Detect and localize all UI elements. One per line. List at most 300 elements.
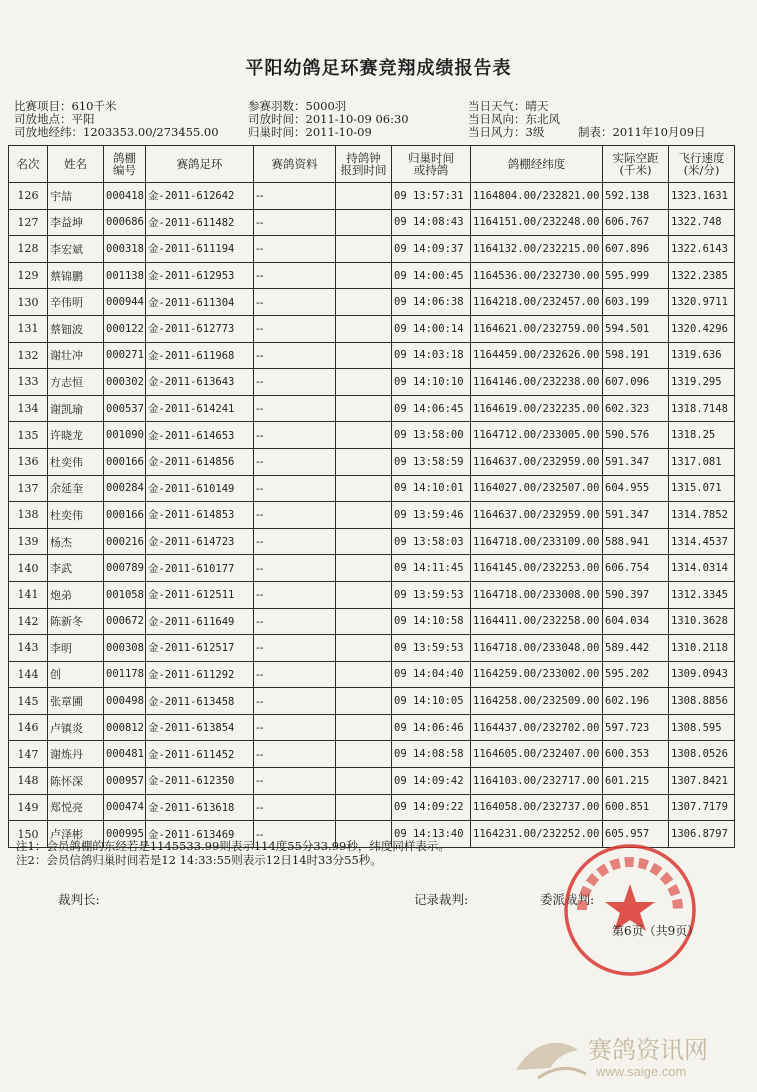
cell-return-time: 09 14:08:58 bbox=[392, 741, 471, 768]
cell-info: -- bbox=[254, 714, 336, 741]
cell-coords: 1164218.00/232457.00 bbox=[471, 289, 603, 316]
cell-ring: 金-2011-613458 bbox=[146, 688, 254, 715]
cell-loft-id: 000318 bbox=[104, 236, 146, 263]
cell-rank: 131 bbox=[9, 315, 48, 342]
table-row bbox=[9, 768, 735, 795]
cell-ring: 金-2011-610149 bbox=[146, 475, 254, 502]
table-row bbox=[9, 262, 735, 289]
cell-coords: 1164259.00/233002.00 bbox=[471, 661, 603, 688]
cell-ring: 金-2011-614241 bbox=[146, 395, 254, 422]
table-row bbox=[9, 209, 735, 236]
cell-distance: 607.096 bbox=[603, 369, 669, 396]
cell-rank: 132 bbox=[9, 342, 48, 369]
cell-loft-id: 001178 bbox=[104, 661, 146, 688]
cell-distance: 590.397 bbox=[603, 581, 669, 608]
header-return-time: 归巢时间 或持鸽 bbox=[392, 146, 471, 183]
cell-rank: 140 bbox=[9, 555, 48, 582]
cell-return-time: 09 14:09:37 bbox=[392, 236, 471, 263]
cell-distance: 607.896 bbox=[603, 236, 669, 263]
cell-distance: 604.034 bbox=[603, 608, 669, 635]
cell-speed: 1318.7148 bbox=[669, 395, 735, 422]
cell-clock-time bbox=[336, 581, 392, 608]
cell-return-time: 09 14:03:18 bbox=[392, 342, 471, 369]
cell-rank: 133 bbox=[9, 369, 48, 396]
cell-loft-id: 000957 bbox=[104, 768, 146, 795]
cell-ring: 金-2011-613618 bbox=[146, 794, 254, 821]
cell-clock-time bbox=[336, 741, 392, 768]
cell-return-time: 09 14:00:14 bbox=[392, 315, 471, 342]
cell-ring: 金-2011-611968 bbox=[146, 342, 254, 369]
cell-distance: 591.347 bbox=[603, 448, 669, 475]
cell-rank: 147 bbox=[9, 741, 48, 768]
cell-return-time: 09 14:13:40 bbox=[392, 821, 471, 848]
event-label: 比赛项目：610千米 bbox=[14, 99, 117, 113]
cell-info: -- bbox=[254, 661, 336, 688]
cell-distance: 598.191 bbox=[603, 342, 669, 369]
header-loft-id: 鸽棚 编号 bbox=[104, 146, 146, 183]
cell-return-time: 09 14:11:45 bbox=[392, 555, 471, 582]
cell-name: 陈怀深 bbox=[48, 768, 104, 795]
cell-clock-time bbox=[336, 369, 392, 396]
table-row bbox=[9, 608, 735, 635]
cell-clock-time bbox=[336, 502, 392, 529]
judge-label: 裁判长: bbox=[58, 892, 100, 907]
cell-rank: 128 bbox=[9, 236, 48, 263]
table-row bbox=[9, 741, 735, 768]
cell-clock-time bbox=[336, 209, 392, 236]
cell-ring: 金-2011-612517 bbox=[146, 635, 254, 662]
wind-direction: 当日风向：东北风 bbox=[468, 112, 560, 126]
cell-loft-id: 000672 bbox=[104, 608, 146, 635]
table-row bbox=[9, 448, 735, 475]
cell-speed: 1314.0314 bbox=[669, 555, 735, 582]
cell-speed: 1314.4537 bbox=[669, 528, 735, 555]
cell-loft-id: 000789 bbox=[104, 555, 146, 582]
cell-loft-id: 000271 bbox=[104, 342, 146, 369]
cell-return-time: 09 13:58:59 bbox=[392, 448, 471, 475]
cell-rank: 130 bbox=[9, 289, 48, 316]
release-coords: 司放地经纬：1203353.00/273455.00 bbox=[14, 125, 219, 139]
cell-name: 张章圃 bbox=[48, 688, 104, 715]
table-row bbox=[9, 688, 735, 715]
table-header bbox=[9, 146, 735, 183]
cell-loft-id: 000418 bbox=[104, 183, 146, 210]
cell-name: 李宏斌 bbox=[48, 236, 104, 263]
cell-name: 炮弟 bbox=[48, 581, 104, 608]
cell-clock-time bbox=[336, 528, 392, 555]
cell-loft-id: 000216 bbox=[104, 528, 146, 555]
cell-clock-time bbox=[336, 661, 392, 688]
cell-speed: 1322.748 bbox=[669, 209, 735, 236]
cell-info: -- bbox=[254, 315, 336, 342]
cell-loft-id: 000166 bbox=[104, 448, 146, 475]
entry-count: 参赛羽数：5000羽 bbox=[248, 99, 347, 113]
cell-coords: 1164621.00/232759.00 bbox=[471, 315, 603, 342]
header-coords: 鸽棚经纬度 bbox=[471, 146, 603, 183]
cell-speed: 1317.081 bbox=[669, 448, 735, 475]
table-row bbox=[9, 581, 735, 608]
recorder-label: 记录裁判: bbox=[414, 892, 469, 907]
cell-speed: 1322.2385 bbox=[669, 262, 735, 289]
cell-info: -- bbox=[254, 475, 336, 502]
cell-distance: 589.442 bbox=[603, 635, 669, 662]
cell-return-time: 09 14:09:22 bbox=[392, 794, 471, 821]
cell-speed: 1306.8797 bbox=[669, 821, 735, 848]
cell-return-time: 09 13:59:46 bbox=[392, 502, 471, 529]
watermark-url: www.saige.com bbox=[596, 1064, 687, 1079]
cell-name: 辛伟明 bbox=[48, 289, 104, 316]
cell-clock-time bbox=[336, 236, 392, 263]
cell-rank: 134 bbox=[9, 395, 48, 422]
cell-coords: 1164605.00/232407.00 bbox=[471, 741, 603, 768]
delegate-label: 委派裁判: bbox=[540, 892, 595, 907]
table-row bbox=[9, 422, 735, 449]
table-row bbox=[9, 475, 735, 502]
watermark-text: 赛鸽资讯网 bbox=[588, 1037, 708, 1064]
cell-return-time: 09 14:10:10 bbox=[392, 369, 471, 396]
wind-force: 当日风力：3级 bbox=[468, 125, 545, 139]
table-row bbox=[9, 635, 735, 662]
cell-ring: 金-2011-612773 bbox=[146, 315, 254, 342]
cell-speed: 1308.8856 bbox=[669, 688, 735, 715]
release-place: 司放地点：平阳 bbox=[14, 112, 95, 126]
cell-ring: 金-2011-614723 bbox=[146, 528, 254, 555]
cell-loft-id: 000302 bbox=[104, 369, 146, 396]
header-rank: 名次 bbox=[9, 146, 48, 183]
cell-info: -- bbox=[254, 422, 336, 449]
cell-return-time: 09 14:08:43 bbox=[392, 209, 471, 236]
cell-loft-id: 001090 bbox=[104, 422, 146, 449]
cell-rank: 149 bbox=[9, 794, 48, 821]
cell-coords: 1164145.00/232253.00 bbox=[471, 555, 603, 582]
cell-ring: 金-2011-611304 bbox=[146, 289, 254, 316]
cell-ring: 金-2011-612350 bbox=[146, 768, 254, 795]
cell-ring: 金-2011-612511 bbox=[146, 581, 254, 608]
cell-ring: 金-2011-611452 bbox=[146, 741, 254, 768]
cell-rank: 135 bbox=[9, 422, 48, 449]
cell-info: -- bbox=[254, 502, 336, 529]
cell-name: 谢凯瑜 bbox=[48, 395, 104, 422]
cell-coords: 1164027.00/232507.00 bbox=[471, 475, 603, 502]
cell-clock-time bbox=[336, 342, 392, 369]
cell-clock-time bbox=[336, 448, 392, 475]
cell-coords: 1164536.00/232730.00 bbox=[471, 262, 603, 289]
cell-ring: 金-2011-614856 bbox=[146, 448, 254, 475]
cell-rank: 136 bbox=[9, 448, 48, 475]
cell-return-time: 09 14:04:40 bbox=[392, 661, 471, 688]
cell-speed: 1307.8421 bbox=[669, 768, 735, 795]
cell-return-time: 09 13:58:00 bbox=[392, 422, 471, 449]
cell-name: 杨杰 bbox=[48, 528, 104, 555]
cell-return-time: 09 14:06:38 bbox=[392, 289, 471, 316]
cell-distance: 594.501 bbox=[603, 315, 669, 342]
cell-clock-time bbox=[336, 422, 392, 449]
note-2: 注2：会员信鸽归巢时间若是12 14:33:55则表示12日14时33分55秒。 bbox=[16, 853, 382, 867]
table-row bbox=[9, 289, 735, 316]
cell-ring: 金-2011-612953 bbox=[146, 262, 254, 289]
cell-rank: 150 bbox=[9, 821, 48, 848]
cell-coords: 1164619.00/232235.00 bbox=[471, 395, 603, 422]
cell-name: 杜奕伟 bbox=[48, 448, 104, 475]
header-distance: 实际空距 (千米) bbox=[603, 146, 669, 183]
cell-coords: 1164804.00/232821.00 bbox=[471, 183, 603, 210]
table-row bbox=[9, 183, 735, 210]
cell-ring: 金-2011-613643 bbox=[146, 369, 254, 396]
cell-coords: 1164058.00/232737.00 bbox=[471, 794, 603, 821]
cell-speed: 1322.6143 bbox=[669, 236, 735, 263]
cell-coords: 1164718.00/233048.00 bbox=[471, 635, 603, 662]
cell-return-time: 09 13:59:53 bbox=[392, 635, 471, 662]
cell-rank: 139 bbox=[9, 528, 48, 555]
cell-ring: 金-2011-614853 bbox=[146, 502, 254, 529]
cell-return-time: 09 14:10:58 bbox=[392, 608, 471, 635]
cell-info: -- bbox=[254, 794, 336, 821]
cell-name: 许晓龙 bbox=[48, 422, 104, 449]
cell-coords: 1164459.00/232626.00 bbox=[471, 342, 603, 369]
cell-loft-id: 000812 bbox=[104, 714, 146, 741]
cell-return-time: 09 14:06:45 bbox=[392, 395, 471, 422]
cell-loft-id: 000474 bbox=[104, 794, 146, 821]
cell-loft-id: 000284 bbox=[104, 475, 146, 502]
cell-ring: 金-2011-611292 bbox=[146, 661, 254, 688]
cell-name: 方志恒 bbox=[48, 369, 104, 396]
cell-return-time: 09 13:57:31 bbox=[392, 183, 471, 210]
cell-distance: 602.323 bbox=[603, 395, 669, 422]
cell-name: 陈新冬 bbox=[48, 608, 104, 635]
cell-distance: 603.199 bbox=[603, 289, 669, 316]
cell-ring: 金-2011-613469 bbox=[146, 821, 254, 848]
cell-info: -- bbox=[254, 688, 336, 715]
cell-coords: 1164132.00/232215.00 bbox=[471, 236, 603, 263]
cell-clock-time bbox=[336, 395, 392, 422]
cell-clock-time bbox=[336, 262, 392, 289]
cell-speed: 1308.595 bbox=[669, 714, 735, 741]
cell-rank: 142 bbox=[9, 608, 48, 635]
cell-rank: 148 bbox=[9, 768, 48, 795]
note-1: 注1：会员鸽棚的东经若是1145533.99则表示114度55分33.99秒，纬度同样表示。 bbox=[16, 839, 450, 853]
cell-speed: 1323.1631 bbox=[669, 183, 735, 210]
cell-return-time: 09 14:06:46 bbox=[392, 714, 471, 741]
header-name: 姓名 bbox=[48, 146, 104, 183]
cell-clock-time bbox=[336, 768, 392, 795]
cell-info: -- bbox=[254, 395, 336, 422]
cell-name: 卢泽彬 bbox=[48, 821, 104, 848]
cell-rank: 144 bbox=[9, 661, 48, 688]
header-ring: 赛鸽足环 bbox=[146, 146, 254, 183]
cell-name: 谢壮冲 bbox=[48, 342, 104, 369]
report-title: 平阳幼鸽足环赛竞翔成绩报告表 bbox=[245, 58, 512, 79]
cell-loft-id: 000166 bbox=[104, 502, 146, 529]
table-row bbox=[9, 661, 735, 688]
cell-coords: 1164718.00/233008.00 bbox=[471, 581, 603, 608]
table-row bbox=[9, 502, 735, 529]
cell-ring: 金-2011-613854 bbox=[146, 714, 254, 741]
cell-clock-time bbox=[336, 714, 392, 741]
cell-speed: 1310.2118 bbox=[669, 635, 735, 662]
table-row bbox=[9, 369, 735, 396]
cell-info: -- bbox=[254, 555, 336, 582]
cell-distance: 604.955 bbox=[603, 475, 669, 502]
cell-speed: 1309.0943 bbox=[669, 661, 735, 688]
cell-clock-time bbox=[336, 794, 392, 821]
cell-coords: 1164411.00/232258.00 bbox=[471, 608, 603, 635]
table-row bbox=[9, 555, 735, 582]
cell-info: -- bbox=[254, 342, 336, 369]
cell-return-time: 09 14:09:42 bbox=[392, 768, 471, 795]
cell-clock-time bbox=[336, 315, 392, 342]
cell-loft-id: 001058 bbox=[104, 581, 146, 608]
table-row bbox=[9, 395, 735, 422]
header-info: 赛鸽资料 bbox=[254, 146, 336, 183]
cell-distance: 590.576 bbox=[603, 422, 669, 449]
cell-coords: 1164231.00/232252.00 bbox=[471, 821, 603, 848]
cell-info: -- bbox=[254, 741, 336, 768]
cell-speed: 1319.636 bbox=[669, 342, 735, 369]
cell-loft-id: 000481 bbox=[104, 741, 146, 768]
cell-distance: 600.353 bbox=[603, 741, 669, 768]
cell-distance: 605.957 bbox=[603, 821, 669, 848]
cell-info: -- bbox=[254, 635, 336, 662]
cell-clock-time bbox=[336, 555, 392, 582]
cell-distance: 588.941 bbox=[603, 528, 669, 555]
cell-name: 卢镇炎 bbox=[48, 714, 104, 741]
cell-return-time: 09 14:10:01 bbox=[392, 475, 471, 502]
cell-return-time: 09 14:10:05 bbox=[392, 688, 471, 715]
page-number: 第6页（共9页） bbox=[612, 924, 700, 938]
cell-rank: 138 bbox=[9, 502, 48, 529]
cell-ring: 金-2011-614653 bbox=[146, 422, 254, 449]
results-table bbox=[8, 145, 735, 848]
cell-distance: 602.196 bbox=[603, 688, 669, 715]
cell-name: 创 bbox=[48, 661, 104, 688]
cell-rank: 126 bbox=[9, 183, 48, 210]
cell-rank: 145 bbox=[9, 688, 48, 715]
cell-coords: 1164718.00/233109.00 bbox=[471, 528, 603, 555]
release-time: 司放时间：2011-10-09 06:30 bbox=[248, 112, 409, 126]
return-time: 归巢时间：2011-10-09 bbox=[248, 125, 372, 139]
cell-speed: 1319.295 bbox=[669, 369, 735, 396]
table-row bbox=[9, 315, 735, 342]
cell-coords: 1164712.00/233005.00 bbox=[471, 422, 603, 449]
cell-name: 李武 bbox=[48, 555, 104, 582]
cell-info: -- bbox=[254, 768, 336, 795]
weather: 当日天气：晴天 bbox=[468, 99, 549, 113]
table-row bbox=[9, 236, 735, 263]
cell-coords: 1164258.00/232509.00 bbox=[471, 688, 603, 715]
cell-info: -- bbox=[254, 608, 336, 635]
cell-loft-id: 000498 bbox=[104, 688, 146, 715]
cell-name: 余延奎 bbox=[48, 475, 104, 502]
cell-clock-time bbox=[336, 635, 392, 662]
cell-clock-time bbox=[336, 475, 392, 502]
cell-distance: 592.138 bbox=[603, 183, 669, 210]
cell-coords: 1164637.00/232959.00 bbox=[471, 502, 603, 529]
table-row bbox=[9, 794, 735, 821]
cell-info: -- bbox=[254, 821, 336, 848]
cell-clock-time bbox=[336, 289, 392, 316]
cell-speed: 1314.7852 bbox=[669, 502, 735, 529]
cell-name: 宇喆 bbox=[48, 183, 104, 210]
cell-info: -- bbox=[254, 262, 336, 289]
cell-clock-time bbox=[336, 608, 392, 635]
cell-coords: 1164151.00/232248.00 bbox=[471, 209, 603, 236]
cell-info: -- bbox=[254, 183, 336, 210]
cell-distance: 606.754 bbox=[603, 555, 669, 582]
cell-info: -- bbox=[254, 209, 336, 236]
cell-loft-id: 000995 bbox=[104, 821, 146, 848]
cell-name: 李明 bbox=[48, 635, 104, 662]
cell-return-time: 09 13:58:03 bbox=[392, 528, 471, 555]
cell-ring: 金-2011-610177 bbox=[146, 555, 254, 582]
cell-distance: 595.999 bbox=[603, 262, 669, 289]
cell-speed: 1318.25 bbox=[669, 422, 735, 449]
cell-info: -- bbox=[254, 448, 336, 475]
cell-rank: 129 bbox=[9, 262, 48, 289]
cell-speed: 1320.4296 bbox=[669, 315, 735, 342]
cell-loft-id: 001138 bbox=[104, 262, 146, 289]
header-speed: 飞行速度 (米/分) bbox=[669, 146, 735, 183]
cell-loft-id: 000308 bbox=[104, 635, 146, 662]
cell-clock-time bbox=[336, 688, 392, 715]
cell-distance: 591.347 bbox=[603, 502, 669, 529]
cell-clock-time bbox=[336, 183, 392, 210]
cell-distance: 601.215 bbox=[603, 768, 669, 795]
cell-speed: 1315.071 bbox=[669, 475, 735, 502]
cell-return-time: 09 13:59:53 bbox=[392, 581, 471, 608]
table-row bbox=[9, 714, 735, 741]
cell-ring: 金-2011-612642 bbox=[146, 183, 254, 210]
cell-distance: 597.723 bbox=[603, 714, 669, 741]
cell-name: 谢炼丹 bbox=[48, 741, 104, 768]
cell-name: 蔡锦鹏 bbox=[48, 262, 104, 289]
cell-loft-id: 000944 bbox=[104, 289, 146, 316]
cell-speed: 1307.7179 bbox=[669, 794, 735, 821]
made-date: 制表：2011年10月09日 bbox=[578, 125, 706, 139]
header-clock-time: 持鸽钟 报到时间 bbox=[336, 146, 392, 183]
cell-coords: 1164437.00/232702.00 bbox=[471, 714, 603, 741]
cell-coords: 1164103.00/232717.00 bbox=[471, 768, 603, 795]
cell-name: 李益坤 bbox=[48, 209, 104, 236]
cell-info: -- bbox=[254, 369, 336, 396]
table-row bbox=[9, 528, 735, 555]
cell-distance: 595.202 bbox=[603, 661, 669, 688]
cell-speed: 1310.3628 bbox=[669, 608, 735, 635]
cell-distance: 606.767 bbox=[603, 209, 669, 236]
cell-info: -- bbox=[254, 581, 336, 608]
cell-speed: 1312.3345 bbox=[669, 581, 735, 608]
cell-ring: 金-2011-611194 bbox=[146, 236, 254, 263]
cell-info: -- bbox=[254, 528, 336, 555]
cell-coords: 1164637.00/232959.00 bbox=[471, 448, 603, 475]
cell-name: 郑悦亮 bbox=[48, 794, 104, 821]
cell-distance: 600.851 bbox=[603, 794, 669, 821]
cell-speed: 1320.9711 bbox=[669, 289, 735, 316]
cell-rank: 143 bbox=[9, 635, 48, 662]
cell-ring: 金-2011-611482 bbox=[146, 209, 254, 236]
cell-speed: 1308.0526 bbox=[669, 741, 735, 768]
cell-rank: 146 bbox=[9, 714, 48, 741]
cell-rank: 137 bbox=[9, 475, 48, 502]
table-row bbox=[9, 342, 735, 369]
cell-return-time: 09 14:00:45 bbox=[392, 262, 471, 289]
cell-rank: 141 bbox=[9, 581, 48, 608]
cell-name: 杜奕伟 bbox=[48, 502, 104, 529]
cell-ring: 金-2011-611649 bbox=[146, 608, 254, 635]
official-seal-stamp bbox=[560, 840, 700, 980]
cell-info: -- bbox=[254, 236, 336, 263]
cell-name: 蔡钿波 bbox=[48, 315, 104, 342]
cell-coords: 1164146.00/232238.00 bbox=[471, 369, 603, 396]
